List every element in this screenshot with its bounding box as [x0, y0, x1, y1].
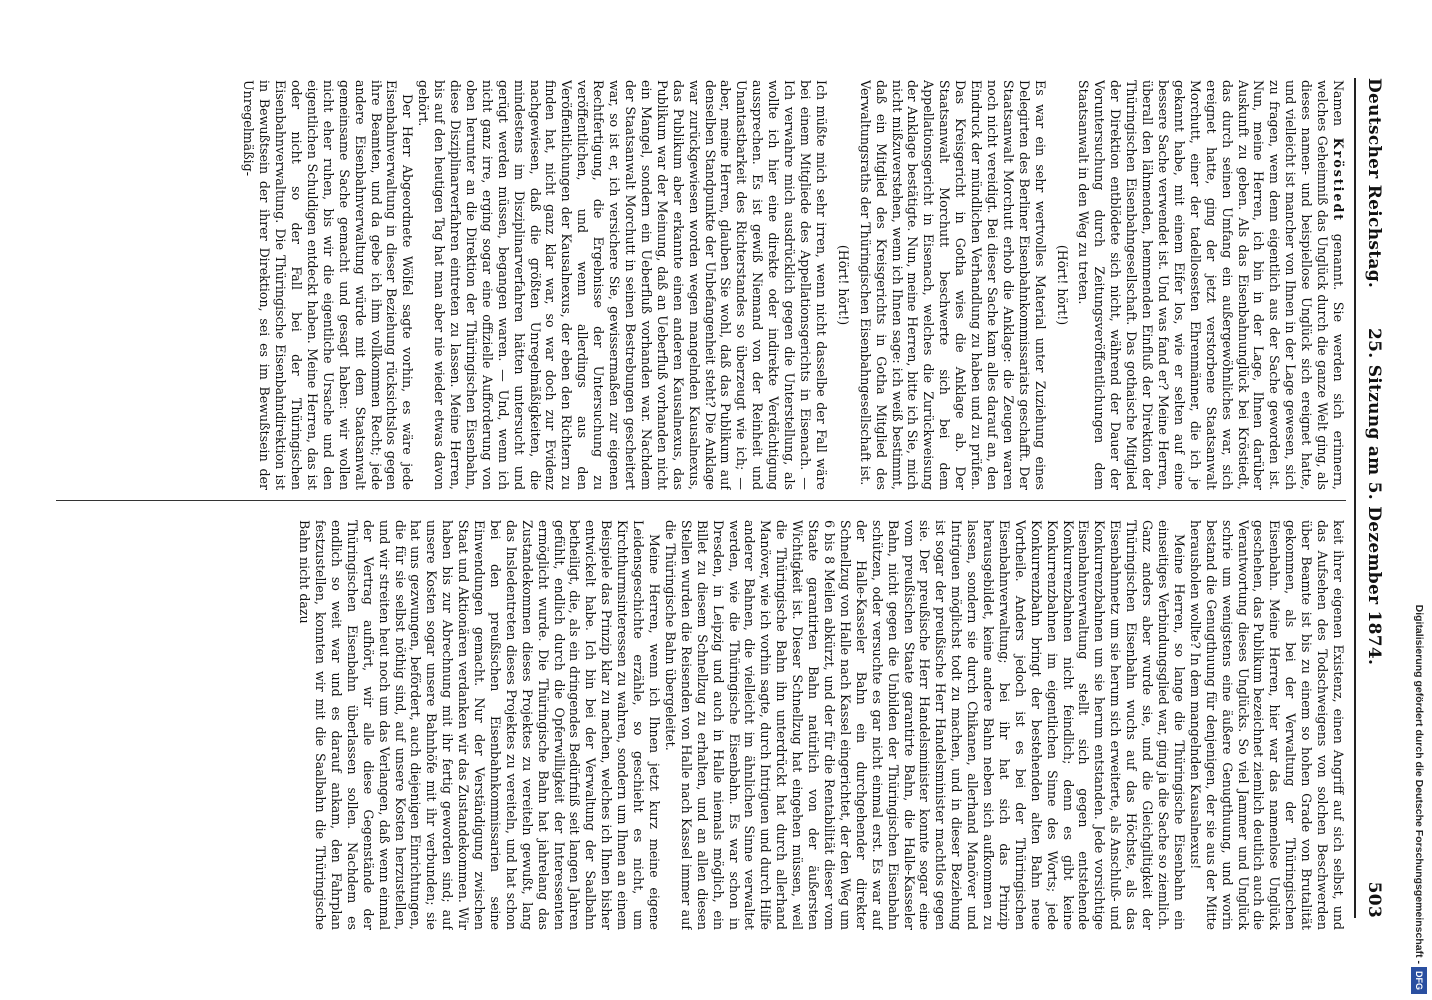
interjection: (Hört! hört!): [835, 244, 851, 326]
paragraph: Ich müßte mich sehr irren, wenn nicht dasselbe der Fall wäre bei einem Mitgliede des Appellationsgerichts in Eisenach. — Ich verwahre mich ausdrücklich gegen die Unterstellung, als wollte ich hier eine direkte oder indirekte Verdächtigung aussprechen. Es ist gewiß Niemand von der Reinheit und Unantastbarkeit des Richterstandes so überzeugt wie ich; — aber, meine Herren, glauben Sie wohl, daß das Publikum auf denselben Standpunkte der Unbefangenheit steht? Die Anklage war zurückgewiesen worden wegen mangelnden Kausalnexus, das Publikum aber erkannte einen anderen Kausalnexus, das Publikum war der Meinung, daß an Ueberfluß vorhanden nicht ein Mangel, sondern ein Ueberfluß vorhanden war. Nachdem der Staatsanwalt Morchutt in seinen Bestrebungen gescheitert war, so ist er, ich versichere Sie, gewissermaßen zur eigenen Rechtfertigung, die Ergebnisse der Untersuchung zu veröffentlichen, und wenn allerdings aus den Veröffentlichungen der Kausalnexus, der eben den Richtern zu finden hat, nicht ganz klar war, so war doch zur Evidenz nachgewiesen, daß die größten Unregelmäßigkeiten, die mindestens im Disziplinarverfahren hätten untersucht und gerügt werden müssen, begangen waren. — Und, wenn ich nicht ganz irre, erging sogar eine offizielle Aufforderung von oben herunter an die Direktion der Thüringischen Eisenbahn, diese Disziplinarverfahren eintreten zu lassen. Meine Herren, bis auf den heutigen Tag hat man aber nie wieder etwas davon gehört.: [416, 80, 829, 490]
place-name: Kröstiedt: [1331, 137, 1346, 223]
page-header: [1354, 78, 1390, 918]
dfg-logo: DFG: [1411, 967, 1427, 994]
interjection: (Hört! hört!): [1054, 244, 1070, 326]
column-divider: [56, 500, 1346, 501]
digitization-credit: [1408, 4, 1430, 994]
paragraph: Meine Herren, so lange die Thüringische Eisenbahn ein einseitiges Verbindungsglied war, ging ja die Sache so ziemlich. Ganz anders aber wurde sie, und die Gleichgiltigkeit der Thüringischen Eisenbahn wuchs auf das Höchste, als das Eisenbahnnetz um sie herum sich erweiterte, als Anschluß- und Konkurrenzbahnen um sie herum entstanden. Jede vorsichtige Eisenbahnverwaltung stellt sich gegen entstehende Konkurrenzbahnen nicht feindlich; denn es gibt keine Konkurrenzbahnen im eigentlichen Sinne des Worts; jede Konkurrenzbahn bringt der bestehenden alten Bahn neue Vortheile. Anders jedoch ist es bei der Thüringischen Eisenbahnverwaltung; bei ihr hat sich das Prinzip herausgebildet, keine andere Bahn neben sich aufkommen zu lassen, sondern sie durch Chikanen, allerhand Manöver und Intriguen möglichst todt zu machen, und in dieser Beziehung ist sogar der preußische Herr Handelsminister machtlos gegen sie. Der preußische Herr Handelsminister konnte sogar eine vom preußischen Staate garantirte Bahn, die Halle-Kasseler Bahn, nicht gegen die Unbilden der Thüringischen Eisenbahn schützen, oder versuchte es gar nicht einmal erst. Es war auf der Halle-Kasseler Bahn ein durchgehender direkter Schnellzug von Halle nach Kassel eingerichtet, der den Weg um 6 bis 8 Meilen abkürzt, und der für die Rentabilität dieser vom Staate garantirten Bahn natürlich von der äußersten Wichtigkeit ist. Dieser Schnellzug hat eingehen müssen, weil die Thüringische Bahn ihn unterdrückt hat durch allerhand Manöver, wie ich vorhin sagte, durch Intriguen und durch Hilfe anderer Bahnen, die vielleicht im ähnlichen Sinne verwaltet werden, wie die Thüringische Eisenbahn. Es war schon in Dresden, in Leipzig und auch in Halle niemals möglich, ein Billet zu diesem Schnellzug zu erhalten, und an allen diesen Stellen wurden die Reisenden von Halle nach Kassel immer auf die Thüringische Bahn übergeleitet.: [662, 520, 1187, 930]
paragraph: [1076, 80, 1346, 490]
header-session: 25. Sitzung am 5. Dezember 1874.: [1364, 328, 1384, 666]
right-column: [56, 520, 1346, 930]
text-run: Namen: [1331, 80, 1346, 127]
header-publication: Deutscher Reichstag.: [1364, 78, 1384, 289]
page-number: 503: [1364, 881, 1384, 918]
text-run: genannt. Sie werden sich erinnern, welches Geheimniß das Unglück durch die ganze Welt ging, als dieses namen- und beispiellose Unglück sich ereignet hatte, und vielleicht ist mancher von Ihnen in der Lage gewesen, sich zu fragen, wem denn eigentlich aus der Sache geworden ist. Nun, meine Herren, ich bin in der Lage, Ihnen darüber Auskunft zu geben. Als das Eisenbahnunglück bei Kröstiedt, das durch seinen Umfang ein außergewöhnliches war, sich ereignet hatte, ging der jetzt verstorbene Staatsanwalt Morchutt, einer der tadellosesten Ehrenmänner, die ich je gekannt habe, mit einem Eifer los, wie er selten auf eine bessere Sache verwendet ist. Und was fand er? Meine Herren, überall den lähmenden, hemmenden Einfluß der Direktion der Thüringischen Eisenbahngesellschaft. Das gothaische Mitglied der Direktion entblödete sich nicht, während der Dauer der Voruntersuchung durch Zeitungsveröffentlichungen dem Staatsanwalt in den Weg zu treten.: [1076, 80, 1346, 490]
paragraph: Es war ein sehr wertvolles Material unter Zuziehung eines Delegirten des Berliner Eisenbahnkommissariats geschafft. Der Staatsanwalt Morchutt erhob die Anklage: die Zeugen waren noch nicht vereidigt. Bei dieser Sache kam alles darauf an, den Eindruck der mündlichen Verhandlung zu haben und zu prüfen. Das Kreisgericht in Gotha wies die Anklage ab. Der Staatsanwalt Morchutt beschwerte sich bei dem Appellationsgericht in Eisenach, welches die Zurückweisung der Anklage bestätigte. Nun, meine Herren, bitte ich Sie, mich nicht mißzuverstehen, wenn ich Ihnen sage: ich weiß bestimmt, daß ein Mitglied des Kreisgerichts in Gotha Mitglied des Verwaltungsraths der Thüringischen Eisenbahngesellschaft ist.: [857, 80, 1048, 490]
paragraph: keit ihrer eigenen Existenz, einen Angriff auf sich selbst, und das Aufsehen des Todschweigens von solchen Beschwerden über Beamte ist bis zu einem so hohen Grade von Brutalität gekommen, als bei der Verwaltung der Thüringischen Eisenbahn. Meine Herren, hier war das namenlose Unglück geschehen, das Publikum bezeichnet ziemlich deutlich auch die Verantwortung dieses Unglücks. So viel Jammer und Unglück schrie um wenigstens eine äußere Genugthuung, und worin bestand die Genugthuung für denjenigen, der sie aus der Mitte herausholen wollte? In dem mangelnden Kausalnexus!: [1187, 520, 1346, 930]
credit-text: Digitalisierung gefördert durch die Deutsche Forschungsgemeinschaft -: [1413, 604, 1425, 964]
left-column: [56, 80, 1346, 490]
paragraph: Der Herr Abgeordnete Wölfel sagte vorhin, es wäre jede Eisenbahnverwaltung in dieser Beziehung rücksichtslos gegen ihre Beamten, und da gebe ich ihm vollkommen Recht; jede andere Eisenbahnverwaltung würde mit dem Staatsanwalt gemeinsame Sache gemacht und gesagt haben: wir wollen nicht eher ruhen, bis wir die eigentliche Ursache und den eigentlichen Schuldigen entdeckt haben. Meine Herren, das ist oder nicht so der Fall bei der Thüringischen Eisenbahnverwaltung. Die Thüringische Eisenbahndirektion ist in Bewußtsein der ihrer Direktion, sei es im Bewußtsein der Unregelmäßig-: [241, 80, 416, 490]
paragraph: Meine Herren, wenn ich Ihnen jetzt kurz meine eigene Leidensgeschichte erzähle, so geschieht es nicht, um Kirchthurmsinteressen zu wahren, sondern um Ihnen an einem Beispiele das Prinzip klar zu machen, welches ich Ihnen bisher entwickelt habe. Ich bin bei der Verwaltung der Saalbahn betheiligt, die, als ein dringendes Bedürfniß seit langen Jahren gefühlt, endlich durch die Opferwilligkeit der Interessenten ermöglicht wurde. Die Thüringische Bahn hat jahrelang das Zustandekommen dieses Projektes zu vereiteln gewußt, lang das Insledentreten dieses Projektes zu vereiteln, und hat schon bei den preußischen Eisenbahnkommissarien seine Einwendungen gemacht. Nur der Verständigung zwischen Staat und Aktionären verdanken wir das Zustandekommen. Wir haben bis zur Abrechnung mit ihr fertig geworden sind; auf unsere Kosten sogar unsere Bahnhöfe mit ihr verbunden; sie hat uns gezwungen, befördert, auch diejenigen Einrichtungen, die für sie selbst nöthig sind, auf unsere Kosten herzustellen, und wir streiten heut noch um das Verlangen, daß wenn einmal der Vertrag aufhört, wir alle diese Gegenstände der Thüringischen Eisenbahn überlassen sollen. Nachdem es endlich so weit war und es darauf ankam, den Fahrplan festzustellen, konnten wir mit die Saalbahn die Thüringische Bahn nicht dazu: [297, 520, 663, 930]
